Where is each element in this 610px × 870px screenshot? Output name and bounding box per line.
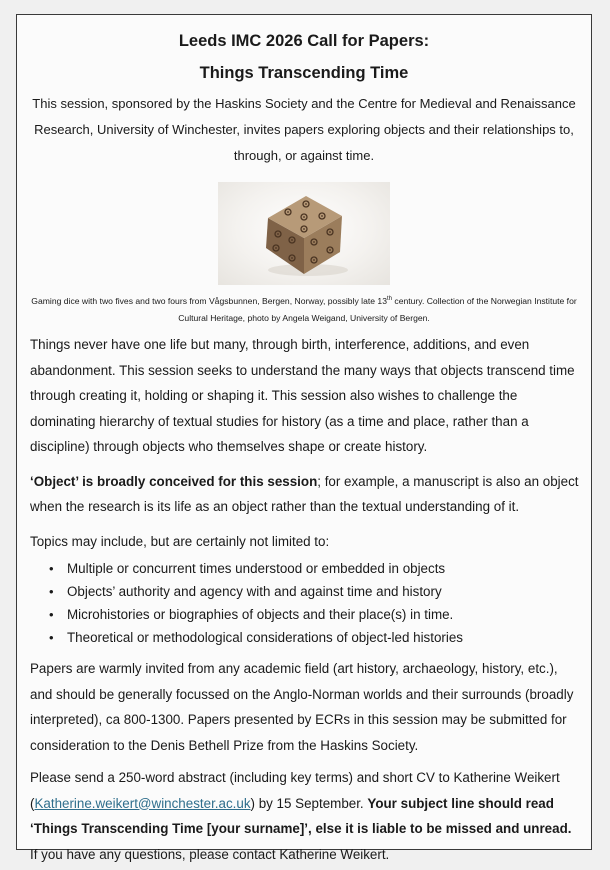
intro-paragraph: This session, sponsored by the Haskins Society and the Centre for Medieval and Renaissance Research, University of Winchester, invites papers exploring objects and their relationships to, through, or against time. bbox=[32, 96, 576, 163]
list-item: • Objects’ authority and agency with and against time and history bbox=[17, 580, 591, 603]
bullet-icon: • bbox=[49, 630, 54, 645]
paragraph-invitation: Papers are warmly invited from any academic field (art history, archaeology, history, etc.), and should be generally focussed on the Anglo-Norman worlds and their surrounds (broadly interpreted), ca 800-1300. Papers presented by ECRs in this session may be submitted for consideration to the Denis Bethell Prize from the Haskins Society. bbox=[30, 661, 574, 753]
topics-list bbox=[17, 557, 591, 649]
call-for-papers-page bbox=[16, 14, 592, 862]
dice-image-icon bbox=[218, 182, 390, 285]
topics-lead: Topics may include, but are certainly not limited to: bbox=[30, 533, 330, 549]
figure-caption: Gaming dice with two fives and two fours from Vågsbunnen, Bergen, Norway, possibly late 13th century. Collection of the Norwegian Institute for Cultural Heritage, photo by Angela Weigand, University of Bergen. bbox=[31, 296, 577, 323]
list-item: • Theoretical or methodological considerations of object-led histories bbox=[17, 626, 591, 649]
paragraph-object-definition: ‘Object’ is broadly conceived for this session; for example, a manuscript is also an object when the research is its life as an object rather than the textual understanding of it. bbox=[30, 473, 579, 514]
bullet-icon: • bbox=[49, 561, 54, 576]
page-title: Leeds IMC 2026 Call for Papers: bbox=[178, 32, 430, 50]
list-item: • Multiple or concurrent times understood or embedded in objects bbox=[17, 557, 591, 580]
list-item: • Microhistories or biographies of objects and their place(s) in time. bbox=[17, 603, 591, 626]
session-title: Things Transcending Time bbox=[199, 64, 409, 82]
bullet-icon: • bbox=[49, 607, 54, 622]
email-link[interactable]: Katherine.weikert@winchester.ac.uk bbox=[34, 795, 251, 811]
paragraph-submission: Please send a 250-word abstract (including key terms) and short CV to Katherine Weikert (Katherine.weikert@winchester.ac.uk) by 15 September. Your subject line should read ‘Things Transcending Time [your surname]’, else it is liable to be missed and unread. If you have any questions, please contact Katherine Weikert. bbox=[30, 770, 572, 862]
gaming-dice-photo bbox=[218, 182, 390, 285]
paragraph-objects-lives: Things never have one life but many, through birth, interference, additions, and even abandonment. This session seeks to understand the many ways that objects transcend time through creating it, holding or shaping it. This session also wishes to challenge the dominating hierarchy of textual studies for history (as a time and place, rather than a discipline) through objects who themselves shape or create history. bbox=[30, 337, 575, 454]
bullet-icon: • bbox=[49, 584, 54, 599]
